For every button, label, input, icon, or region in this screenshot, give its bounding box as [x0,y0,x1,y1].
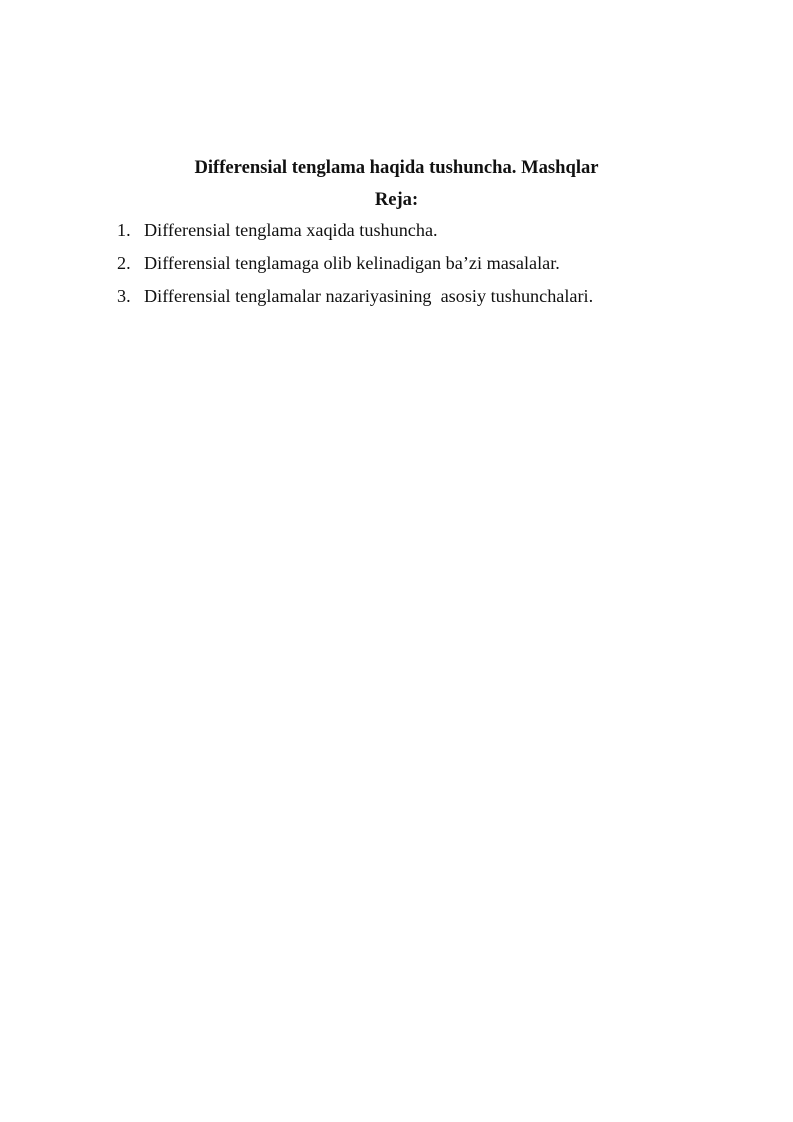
document-title: Differensial tenglama haqida tushuncha. Mashqlar [194,157,599,178]
plan-item-number: 3. [117,286,131,306]
plan-item-text: Differensial tenglama xaqida tushuncha. [144,220,438,240]
plan-item-text: Differensial tenglamaga olib kelinadigan ba’zi masalalar. [144,253,560,273]
plan-item-3 [117,284,593,317]
plan-item-1 [117,218,593,251]
plan-item-2 [117,251,593,284]
plan-heading: Reja: [374,189,419,210]
plan-item-number: 2. [117,253,131,273]
plan-item-text: Differensial tenglamalar nazariyasining asosiy tushunchalari. [144,286,594,306]
plan-list [117,218,593,317]
plan-item-number: 1. [117,220,131,240]
